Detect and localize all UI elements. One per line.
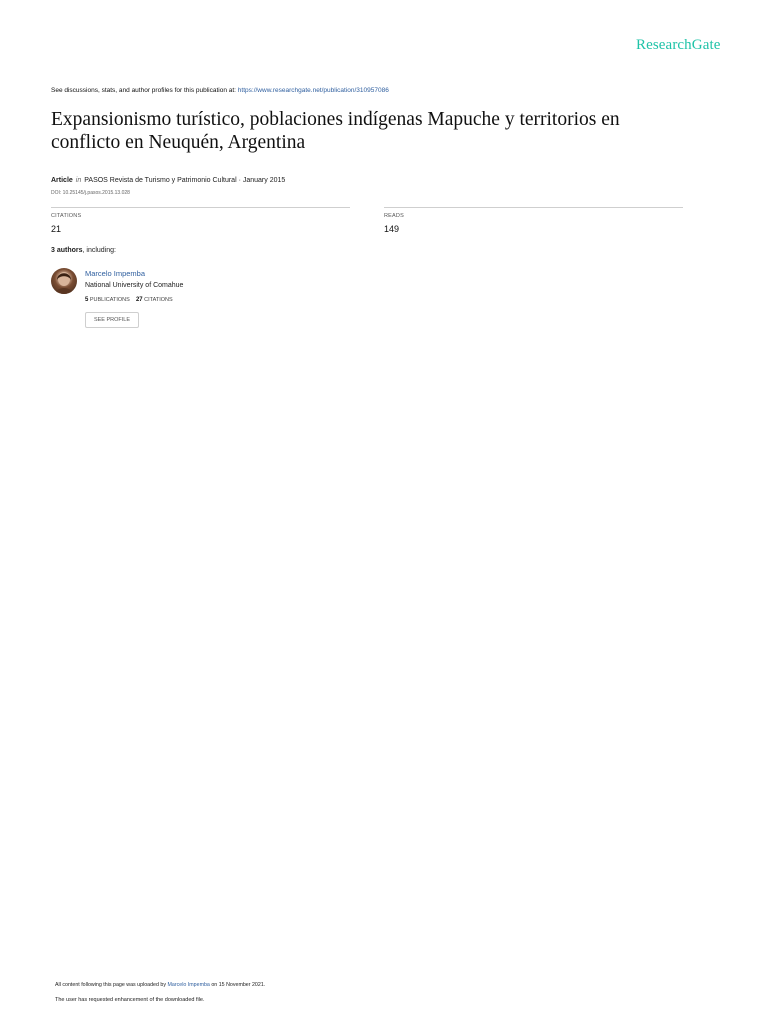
author-name[interactable]: Marcelo Impemba [85, 269, 146, 278]
author-publications-label: PUBLICATIONS [89, 297, 130, 303]
article-doi: DOI: 10.25145/j.pasos.2015.13.028 [51, 190, 130, 196]
article-type: Article [51, 177, 73, 184]
author-citations-label: CITATIONS [144, 297, 173, 303]
author-photo-icon [51, 268, 77, 294]
in-label: in [75, 177, 82, 184]
researchgate-logo[interactable]: ResearchGate [636, 37, 721, 53]
article-title: Expansionismo turístico, poblaciones indígenas Mapuche y territorios en conflicto en Neuquén, Argentina [51, 109, 620, 153]
author-stats [85, 297, 173, 303]
see-profile-button[interactable]: SEE PROFILE [85, 312, 139, 328]
citations-label: CITATIONS [51, 213, 82, 219]
citations-value: 21 [51, 224, 62, 234]
discussion-prefix: See discussions, stats, and author profiles for this publication at: [51, 87, 238, 94]
discussion-line [51, 87, 389, 94]
reads-label: READS [384, 213, 404, 219]
journal-name[interactable]: PASOS Revista de Turismo y Patrimonio Cultural · January 2015 [84, 177, 286, 184]
authors-count: 3 authors [51, 247, 83, 254]
citations-divider [51, 207, 350, 208]
author-avatar[interactable] [51, 268, 77, 294]
upload-suffix: on 15 November 2021. [209, 982, 266, 988]
authors-including: , including: [82, 247, 116, 254]
uploader-link[interactable]: Marcelo Impemba [167, 982, 210, 988]
authors-heading [51, 247, 116, 254]
article-meta [51, 177, 285, 184]
upload-prefix: All content following this page was uploaded by [55, 982, 168, 988]
reads-divider [384, 207, 683, 208]
author-publications-count: 5 [85, 297, 89, 303]
author-citations-count: 27 [135, 297, 143, 303]
publication-link[interactable]: https://www.researchgate.net/publication/310957086 [237, 87, 389, 94]
enhancement-note: The user has requested enhancement of the downloaded file. [55, 997, 205, 1003]
author-institution: National University of Comahue [85, 282, 184, 289]
reads-value: 149 [384, 224, 400, 234]
upload-note [55, 982, 265, 988]
